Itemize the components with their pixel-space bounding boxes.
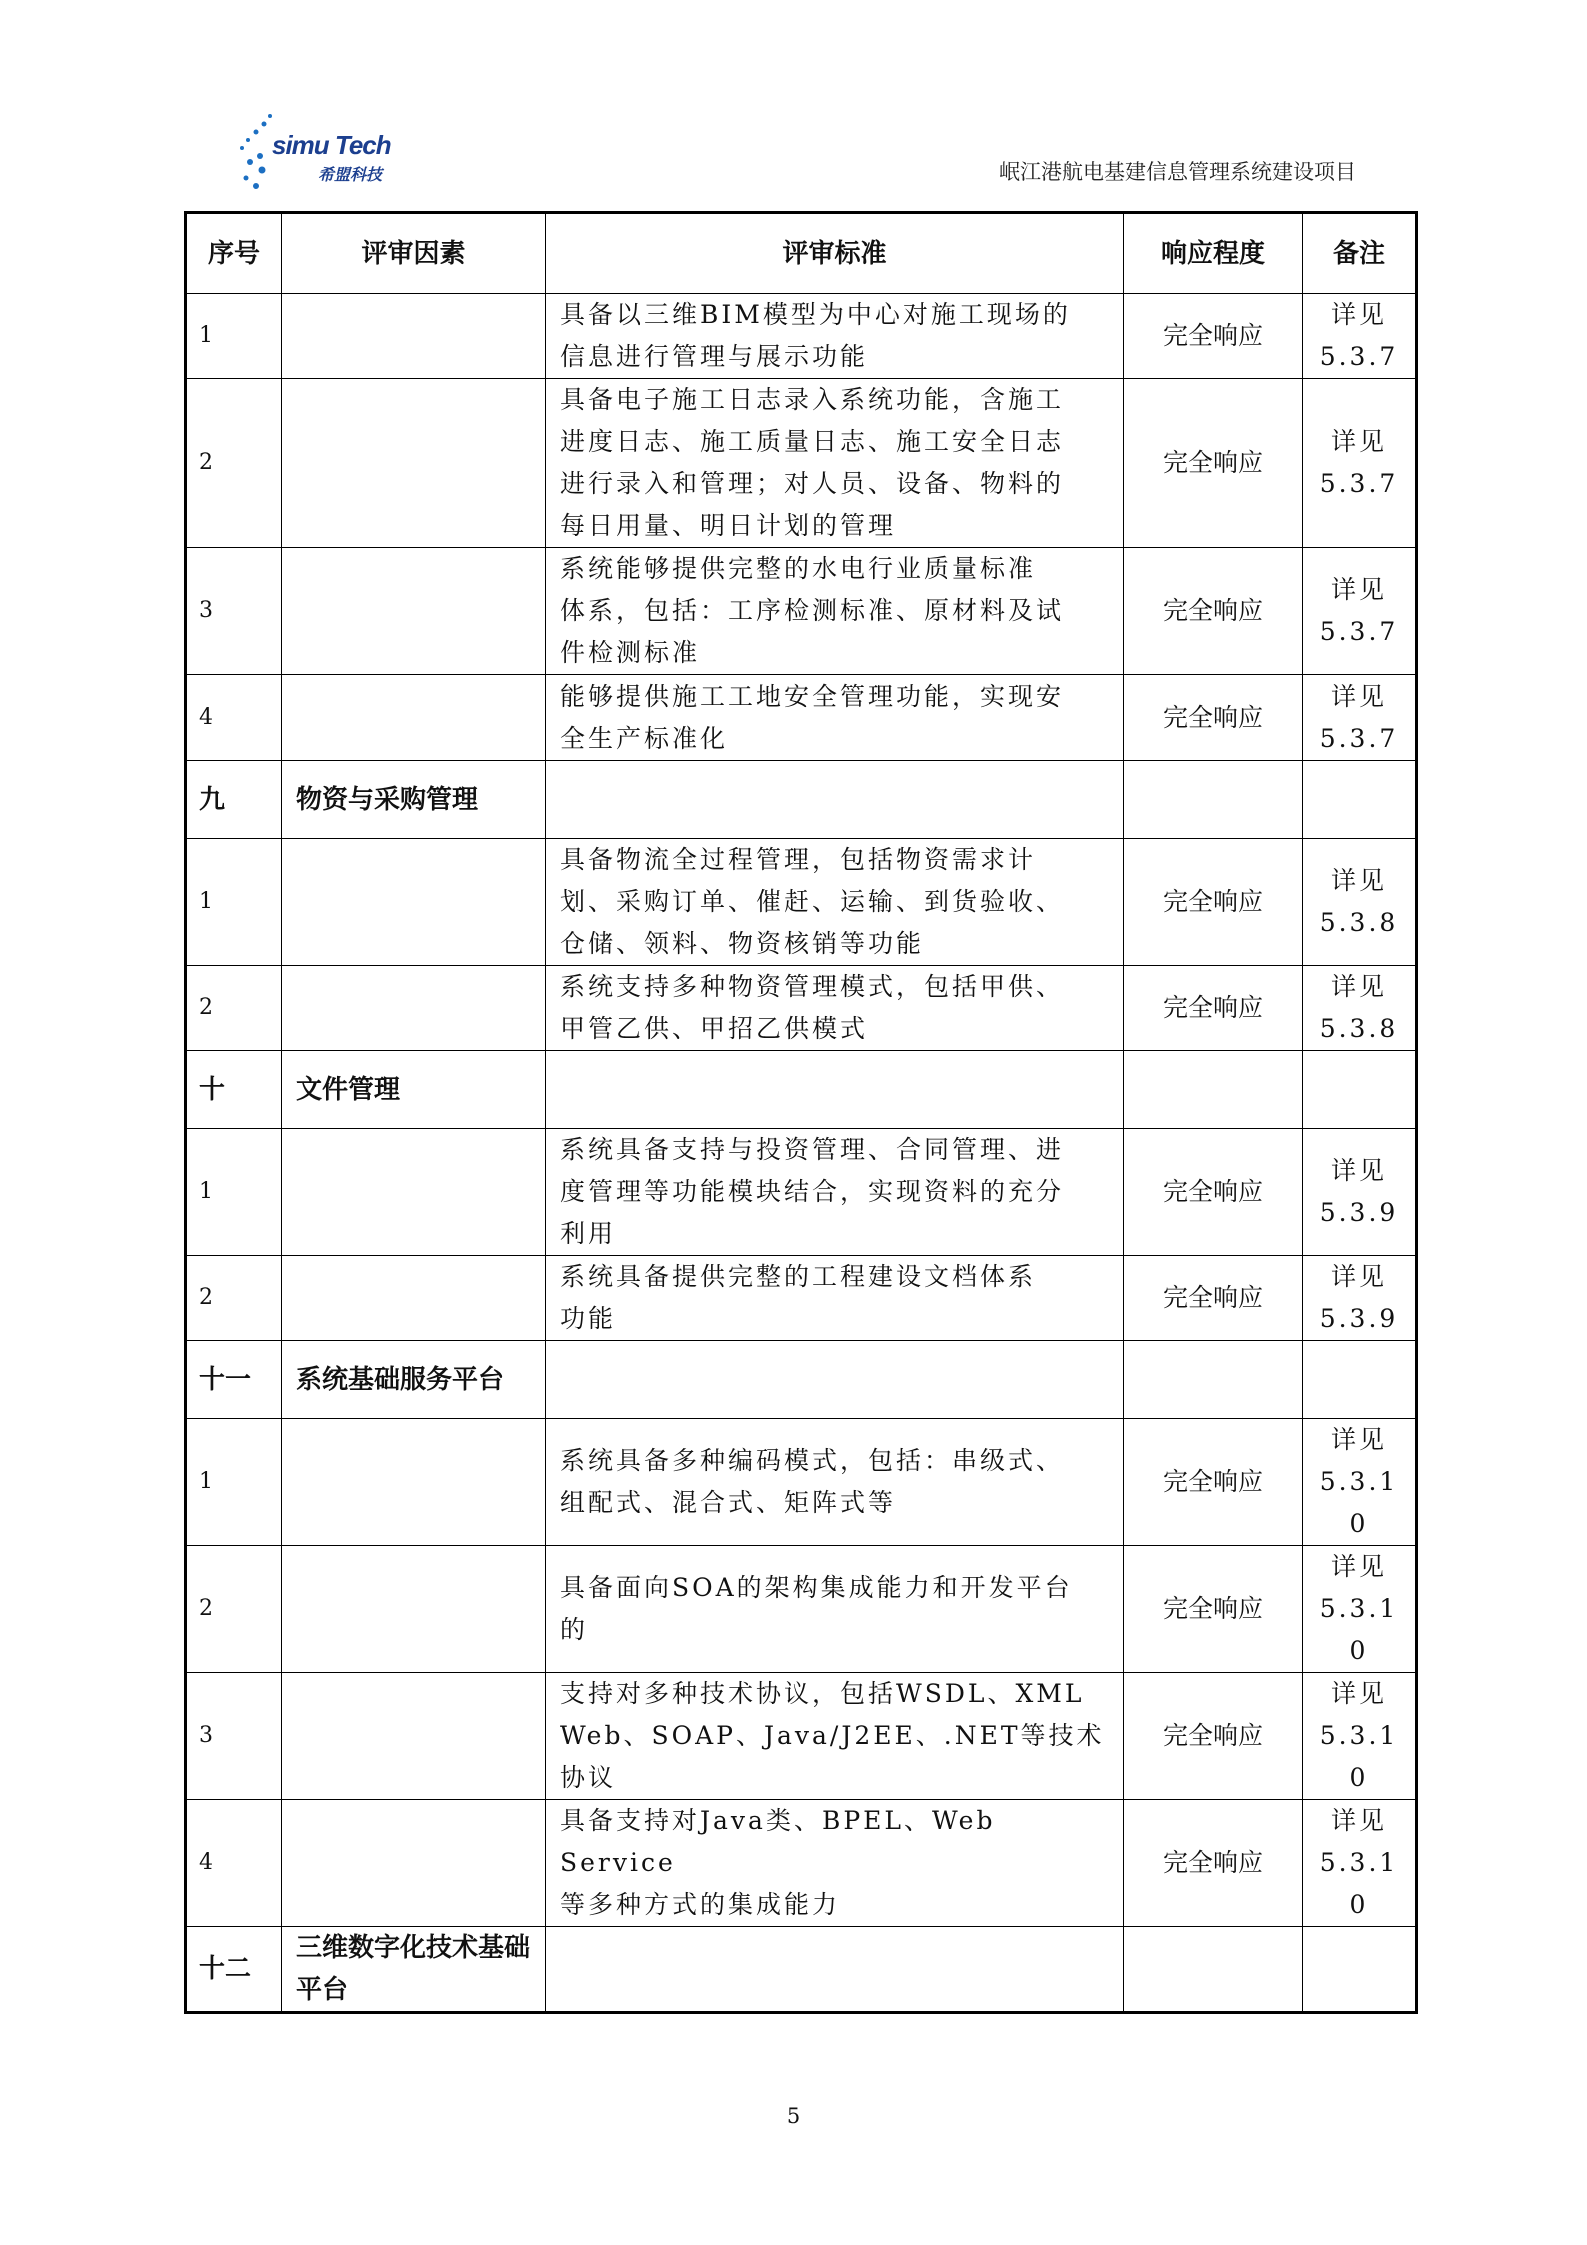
section-row [186, 761, 1417, 839]
remark: 详见 5.3.7 [1303, 675, 1417, 761]
review-criteria: 具备支持对Java类、BPEL、Web Service 等多种方式的集成能力 [546, 1800, 1124, 1927]
review-factor [282, 1256, 546, 1341]
row-number: 1 [186, 1129, 282, 1256]
document-header-title: 岷江港航电基建信息管理系统建设项目 [999, 160, 1356, 184]
logo-wordmark: simu Tech [272, 130, 391, 160]
review-factor [282, 294, 546, 379]
column-header: 备注 [1303, 213, 1417, 294]
table-row [186, 1419, 1417, 1546]
review-factor: 系统基础服务平台 [282, 1341, 546, 1419]
table-row [186, 1800, 1417, 1927]
row-number: 2 [186, 966, 282, 1051]
table-row [186, 548, 1417, 675]
logo-chinese: 希盟科技 [318, 165, 383, 184]
column-header: 评审因素 [282, 213, 546, 294]
row-number: 4 [186, 1800, 282, 1927]
row-number: 十一 [186, 1341, 282, 1419]
review-factor [282, 1673, 546, 1800]
response-level: 完全响应 [1124, 1129, 1303, 1256]
table-row [186, 379, 1417, 548]
section-row [186, 1341, 1417, 1419]
row-number: 1 [186, 1419, 282, 1546]
review-criteria: 系统支持多种物资管理模式，包括甲供、 甲管乙供、甲招乙供模式 [546, 966, 1124, 1051]
remark: 详见 5.3.7 [1303, 379, 1417, 548]
table-row [186, 294, 1417, 379]
row-number: 2 [186, 379, 282, 548]
review-criteria: 系统具备支持与投资管理、合同管理、进 度管理等功能模块结合，实现资料的充分 利用 [546, 1129, 1124, 1256]
review-factor [282, 379, 546, 548]
response-level: 完全响应 [1124, 1419, 1303, 1546]
remark: 详见 5.3.8 [1303, 966, 1417, 1051]
review-criteria [546, 1051, 1124, 1129]
review-factor [282, 839, 546, 966]
review-criteria: 具备电子施工日志录入系统功能，含施工 进度日志、施工质量日志、施工安全日志 进行录入和管理；对人员、设备、物料的 每日用量、明日计划的管理 [546, 379, 1124, 548]
review-criteria [546, 1927, 1124, 2013]
row-number: 十二 [186, 1927, 282, 2013]
response-level: 完全响应 [1124, 548, 1303, 675]
review-criteria: 系统具备提供完整的工程建设文档体系 功能 [546, 1256, 1124, 1341]
review-criteria: 能够提供施工工地安全管理功能，实现安 全生产标准化 [546, 675, 1124, 761]
remark: 详见 5.3.8 [1303, 839, 1417, 966]
review-factor [282, 548, 546, 675]
review-factor: 物资与采购管理 [282, 761, 546, 839]
review-criteria [546, 1341, 1124, 1419]
review-factor [282, 675, 546, 761]
review-factor [282, 966, 546, 1051]
review-factor: 三维数字化技术基础平台 [282, 1927, 546, 2013]
response-level: 完全响应 [1124, 839, 1303, 966]
row-number: 2 [186, 1256, 282, 1341]
column-header: 响应程度 [1124, 213, 1303, 294]
table-header-row [186, 213, 1417, 294]
row-number: 九 [186, 761, 282, 839]
remark: 详见 5.3.1 0 [1303, 1419, 1417, 1546]
remark: 详见 5.3.7 [1303, 548, 1417, 675]
table-row [186, 1673, 1417, 1800]
remark [1303, 761, 1417, 839]
table-row [186, 1129, 1417, 1256]
remark: 详见 5.3.7 [1303, 294, 1417, 379]
review-criteria: 具备以三维BIM模型为中心对施工现场的 信息进行管理与展示功能 [546, 294, 1124, 379]
review-criteria: 具备面向SOA的架构集成能力和开发平台 的 [546, 1546, 1124, 1673]
response-level: 完全响应 [1124, 966, 1303, 1051]
remark: 详见 5.3.1 0 [1303, 1800, 1417, 1927]
page-number: 5 [786, 2104, 801, 2128]
review-criteria: 支持对多种技术协议，包括WSDL、XML Web、SOAP、Java/J2EE、.NET等技术协议 [546, 1673, 1124, 1800]
response-level: 完全响应 [1124, 1256, 1303, 1341]
review-criteria-table [184, 211, 1418, 2014]
response-level: 完全响应 [1124, 379, 1303, 548]
review-factor: 文件管理 [282, 1051, 546, 1129]
row-number: 3 [186, 548, 282, 675]
table-row [186, 1256, 1417, 1341]
remark [1303, 1341, 1417, 1419]
response-level [1124, 1927, 1303, 2013]
response-level: 完全响应 [1124, 1673, 1303, 1800]
review-criteria: 具备物流全过程管理，包括物资需求计 划、采购订单、催赶、运输、到货验收、 仓储、领料、物资核销等功能 [546, 839, 1124, 966]
review-factor [282, 1419, 546, 1546]
remark: 详见 5.3.9 [1303, 1129, 1417, 1256]
review-criteria [546, 761, 1124, 839]
response-level: 完全响应 [1124, 294, 1303, 379]
review-criteria: 系统具备多种编码模式，包括：串级式、 组配式、混合式、矩阵式等 [546, 1419, 1124, 1546]
column-header: 序号 [186, 213, 282, 294]
response-level: 完全响应 [1124, 1546, 1303, 1673]
row-number: 1 [186, 294, 282, 379]
table-row [186, 839, 1417, 966]
company-logo [240, 112, 420, 192]
response-level [1124, 1051, 1303, 1129]
section-row [186, 1927, 1417, 2013]
row-number: 1 [186, 839, 282, 966]
review-criteria: 系统能够提供完整的水电行业质量标准 体系，包括：工序检测标准、原材料及试 件检测标准 [546, 548, 1124, 675]
row-number: 2 [186, 1546, 282, 1673]
remark [1303, 1051, 1417, 1129]
table-row [186, 675, 1417, 761]
response-level: 完全响应 [1124, 1800, 1303, 1927]
remark: 详见 5.3.1 0 [1303, 1546, 1417, 1673]
remark [1303, 1927, 1417, 2013]
section-row [186, 1051, 1417, 1129]
column-header: 评审标准 [546, 213, 1124, 294]
row-number: 十 [186, 1051, 282, 1129]
response-level: 完全响应 [1124, 675, 1303, 761]
review-factor [282, 1800, 546, 1927]
review-factor [282, 1129, 546, 1256]
response-level [1124, 1341, 1303, 1419]
row-number: 3 [186, 1673, 282, 1800]
table-row [186, 966, 1417, 1051]
remark: 详见 5.3.9 [1303, 1256, 1417, 1341]
remark: 详见 5.3.1 0 [1303, 1673, 1417, 1800]
table-row [186, 1546, 1417, 1673]
response-level [1124, 761, 1303, 839]
review-factor [282, 1546, 546, 1673]
row-number: 4 [186, 675, 282, 761]
